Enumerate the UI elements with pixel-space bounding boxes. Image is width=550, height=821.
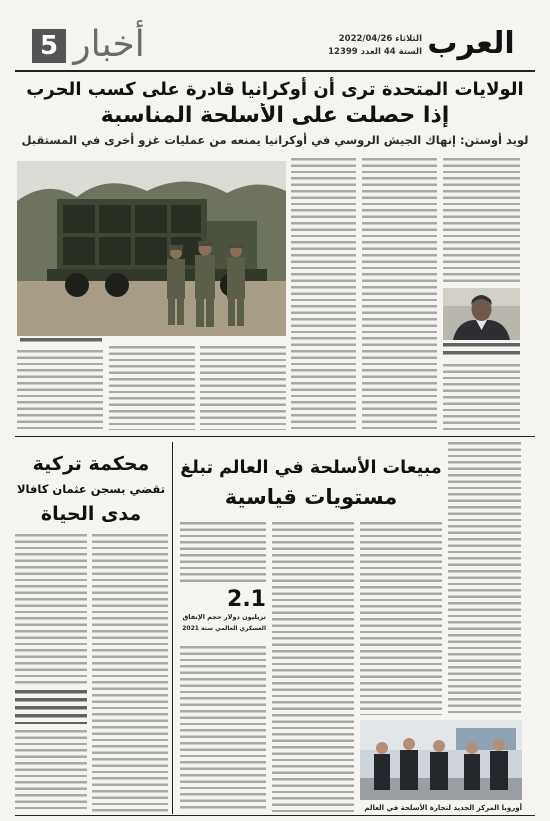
article-body-text xyxy=(443,364,520,430)
article-body-text xyxy=(200,346,286,430)
issue-number: السنة 44 العدد 12399 xyxy=(328,47,422,57)
arms-expo-photo xyxy=(360,720,522,800)
pullquote-figure: 2.1 xyxy=(227,587,266,612)
portrait-caption xyxy=(443,343,520,359)
arms-pullquote xyxy=(180,588,266,642)
page-number-badge: 5 xyxy=(32,29,66,63)
soldiers xyxy=(167,241,245,327)
column-divider xyxy=(172,442,173,814)
portrait-photo xyxy=(443,288,520,340)
turkey-headline-line2: تقضي بسجن عثمان كافالا xyxy=(16,482,166,496)
article-body-text xyxy=(360,522,442,715)
arms-headline-line2: مستويات قياسية xyxy=(224,485,398,509)
article-body-text xyxy=(15,730,87,812)
arms-headline-line1: مبيعات الأسلحة في العالم تبلغ xyxy=(180,458,442,478)
article-body-text xyxy=(272,522,354,812)
soldiers-missile-photo xyxy=(17,161,286,336)
turkey-headline-line1: محكمة تركية xyxy=(32,453,150,475)
lead-subheadline: لويد أوستن: إنهاك الجيش الروسي في أوكرانيا يمنعه من عمليات غزو أخرى في المستقبل xyxy=(21,133,529,147)
turkey-headline-line3: مدى الحياة xyxy=(40,503,142,525)
article-body-text xyxy=(15,534,87,684)
sidebar-heading xyxy=(20,338,102,346)
footer-rule xyxy=(15,815,535,816)
arms-expo-image xyxy=(360,720,522,800)
section-divider xyxy=(15,436,535,437)
portrait-image xyxy=(443,288,520,340)
masthead-rule xyxy=(15,70,535,72)
article-body-text xyxy=(180,522,266,584)
article-body-text xyxy=(362,158,437,430)
dateline xyxy=(326,33,422,59)
lead-headline-line2: إذا حصلت على الأسلحة المناسبة xyxy=(100,103,450,128)
pullquote-text-line2: العسكري العالمي سنة 2021 xyxy=(182,625,266,632)
article-body-text xyxy=(291,158,356,430)
issue-date: الثلاثاء 2022/04/26 xyxy=(338,34,422,44)
pullquote-text-line1: تريليون دولار حجم الإنفاق xyxy=(182,613,266,621)
article-body-text xyxy=(180,646,266,812)
masthead-logo: العرب xyxy=(427,26,515,61)
turkey-pullquote xyxy=(15,690,87,724)
section-title: أخبار xyxy=(73,24,145,65)
article-body-text xyxy=(109,346,195,430)
lead-headline-line1: الولايات المتحدة ترى أن أوكرانيا قادرة على كسب الحرب xyxy=(26,79,524,100)
soldiers-missile-image xyxy=(17,161,286,336)
article-body-text xyxy=(92,534,168,812)
article-body-text xyxy=(443,158,520,284)
article-body-text xyxy=(448,442,521,715)
article-body-text xyxy=(17,350,103,430)
arms-photo-caption: أوروبا المركز الجديد لتجارة الأسلحة في العالم xyxy=(364,804,522,812)
